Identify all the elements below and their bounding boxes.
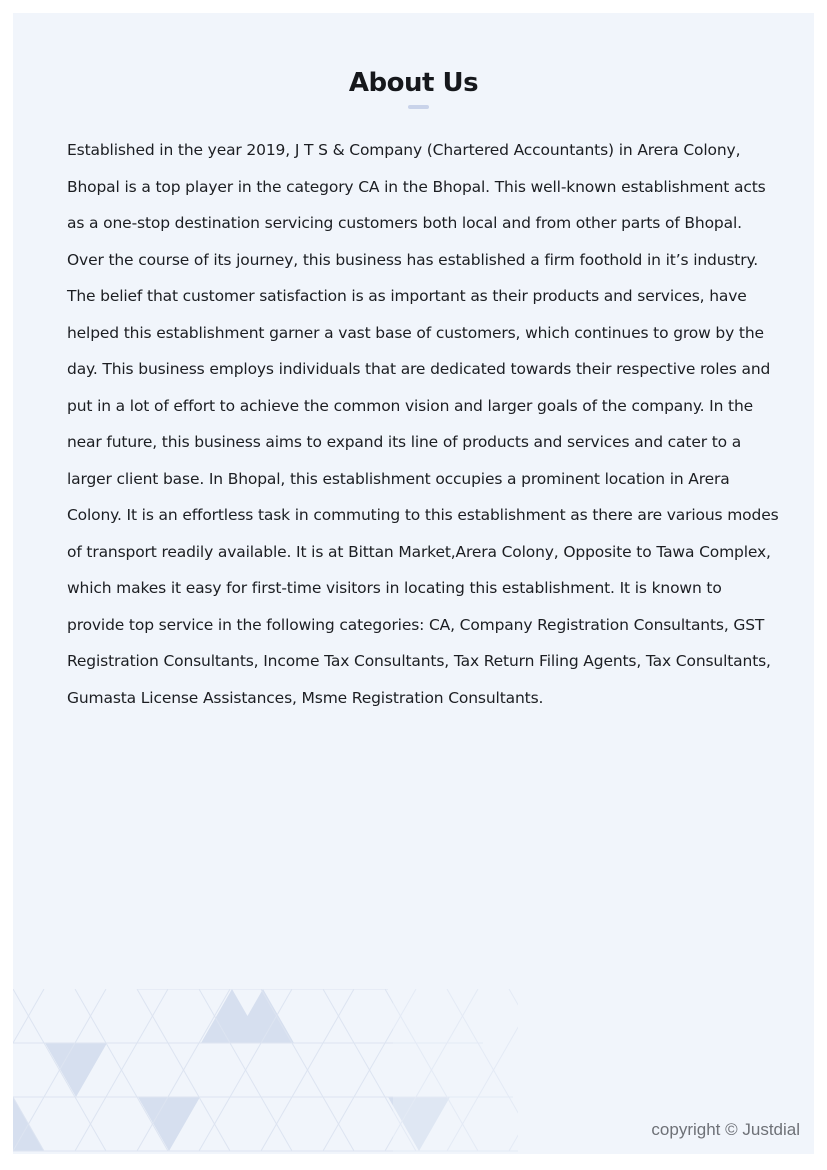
page-title: About Us bbox=[348, 68, 479, 98]
pattern-triangle bbox=[138, 1097, 200, 1151]
copyright-text: copyright © Justdial bbox=[651, 1120, 800, 1139]
title-underline bbox=[408, 105, 429, 109]
pattern-triangle bbox=[45, 1043, 107, 1097]
pattern-filled-triangles bbox=[13, 989, 450, 1151]
about-us-page bbox=[13, 13, 814, 1154]
pattern-fade bbox=[393, 989, 518, 1154]
triangle-pattern-decoration bbox=[13, 989, 518, 1154]
about-paragraph: Established in the year 2019, J T S & Company (Chartered Accountants) in Arera Colony, Bhopal is a top player in the category CA in the Bhopal. This well-known establishment acts as a one-stop destination servicing customers both local and from other parts of Bhopal. Over the course of its journey, this business has established a firm foothold in it’s industry. The belief that customer satisfaction is as important as their products and services, have helped this establishment garner a vast base of customers, which continues to grow by the day. This business employs individuals that are dedicated towards their respective roles and put in a lot of effort to achieve the common vision and larger goals of the company. In the near future, this business aims to expand its line of products and services and cater to a larger client base. In Bhopal, this establishment occupies a prominent location in Arera Colony. It is an effortless task in commuting to this establishment as there are various modes of transport readily available. It is at Bittan Market,Arera Colony, Opposite to Tawa Complex, which makes it easy for first-time visitors in locating this establishment. It is known to provide top service in the following categories: CA, Company Registration Consultants, GST Registration Consultants, Income Tax Consultants, Tax Return Filing Agents, Tax Consultants, Gumasta License Assistances, Msme Registration Consultants. bbox=[67, 141, 779, 707]
